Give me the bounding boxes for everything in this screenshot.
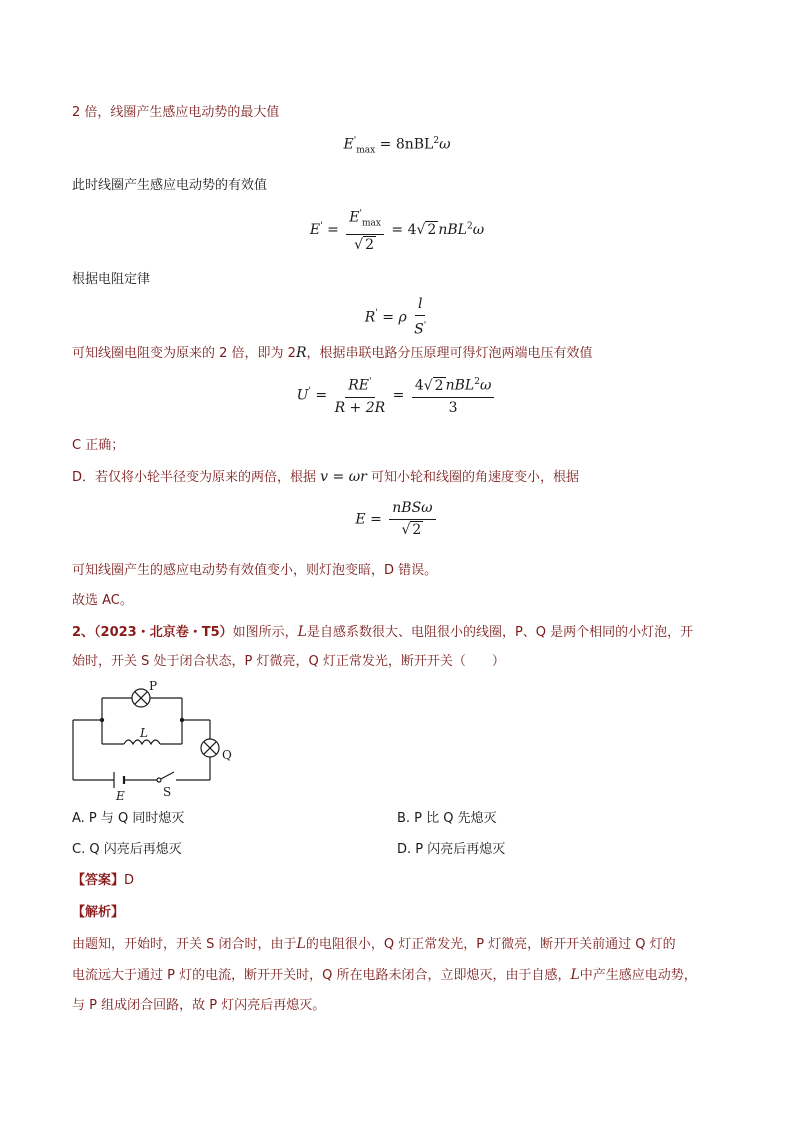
formula-emf: E = $\frac{\text{nBSω}}{√ 2}$ xyxy=(0,500,794,539)
analysis-line-1: 由题知，开始时，开关 S 闭合时，由于L的电阻很小，Q 灯正常发光，P 灯微亮，断开开关前通过 Q 灯的 xyxy=(72,936,676,952)
analysis-line-3: 与 P 组成闭合回路，故 P 灯闪亮后再熄灭。 xyxy=(72,998,326,1013)
paragraph-1: 2 倍，线圈产生感应电动势的最大值 xyxy=(72,105,280,120)
paragraph-5: C 正确； xyxy=(72,438,125,453)
fraction-emax-over-root2: $\frac{E'_{max}}{√ 2}$ xyxy=(346,206,384,254)
label-P: P xyxy=(149,680,158,693)
label-S: S xyxy=(163,785,172,799)
junction-right xyxy=(180,718,184,722)
junction-left xyxy=(100,718,104,722)
inductor-coil xyxy=(124,740,160,744)
paragraph-2: 此时线圈产生感应电动势的有效值 xyxy=(72,178,268,193)
option-D: D. P 闪亮后再熄灭 xyxy=(397,842,506,857)
paragraph-7: 可知线圈产生的感应电动势有效值变小，则灯泡变暗，D 错误。 xyxy=(72,563,438,578)
label-E: E xyxy=(116,789,125,800)
paragraph-4: 可知线圈电阻变为原来的 2 倍，即为 2R，根据串联电路分压原理可得灯泡两端电压有效值 xyxy=(72,345,593,361)
answer: 【答案】D xyxy=(72,873,135,888)
formula-resistance-law: R' = ρ $\frac{l}{S'}$ xyxy=(364,296,427,338)
question-2-stem-cont: 始时，开关 S 处于闭合状态，P 灯微亮，Q 灯正常发光，断开开关（ ） xyxy=(72,654,505,669)
formula-lamp-voltage: U' = $\frac{RE'}{R + 2R}$ = $\frac{4√ 2 nBL^2\omega}{3}$ xyxy=(0,374,794,417)
formula-effective-emf: E' = $\frac{E'_{max}}{√ 2}$ = 4√ 2 nBL$^2$ω xyxy=(0,206,794,254)
question-2-stem: 2、（2023・北京卷・T5）如图所示，L是自感系数很大、电阻很小的线圈，P、Q 是两个相同的小灯泡，开 xyxy=(72,624,694,640)
formula-emax: $E'_{max} = 8nBL^2\omega$ xyxy=(343,136,451,156)
option-A: A. P 与 Q 同时熄灭 xyxy=(72,811,185,826)
label-Q: Q xyxy=(222,748,232,762)
circuit-diagram xyxy=(66,680,236,800)
analysis-label: 【解析】 xyxy=(72,905,125,920)
paragraph-3: 根据电阻定律 xyxy=(72,272,151,287)
label-L: L xyxy=(140,726,148,740)
paragraph-6: D．若仅将小轮半径变为原来的两倍，根据 v = ωr 可知小轮和线圈的角速度变小，根据 xyxy=(72,469,579,485)
analysis-line-2: 电流远大于通过 P 灯的电流，断开开关时，Q 所在电路未闭合，立即熄灭，由于自感，L中产生感应电动势， xyxy=(72,967,697,983)
paragraph-8: 故选 AC。 xyxy=(72,593,133,608)
option-C: C. Q 闪亮后再熄灭 xyxy=(72,842,182,857)
switch-contact xyxy=(157,778,161,782)
option-B: B. P 比 Q 先熄灭 xyxy=(397,811,497,826)
